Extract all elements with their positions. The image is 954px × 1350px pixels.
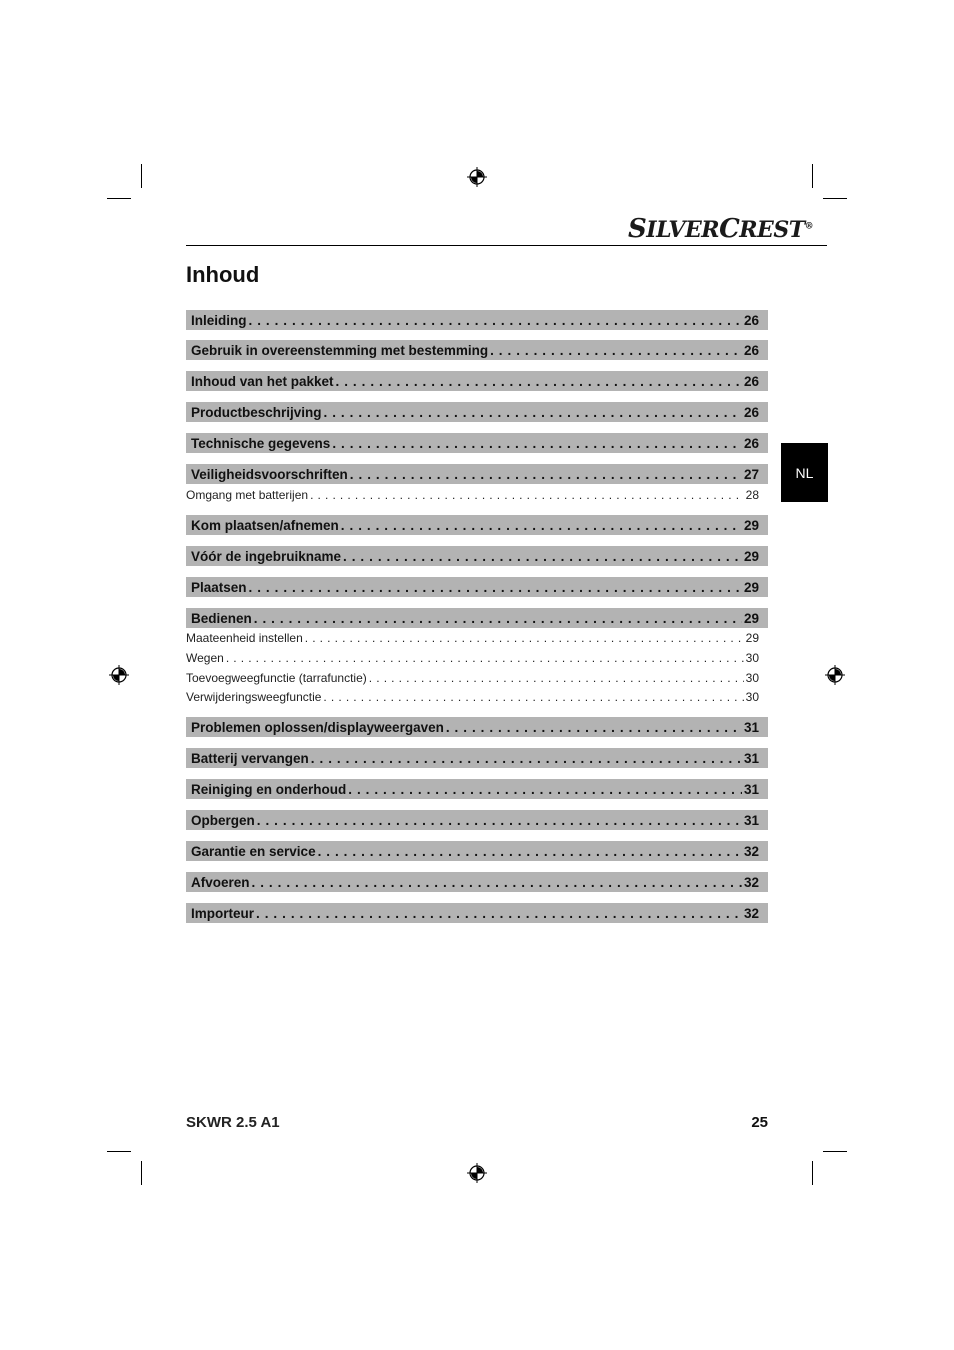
toc-entry[interactable] (186, 433, 768, 453)
footer-page-number: 25 (751, 1114, 768, 1131)
language-tab-label: NL (795, 464, 814, 481)
toc-dot-leader (249, 580, 742, 595)
crop-mark (823, 1151, 847, 1152)
toc-entry-page: 29 (743, 517, 759, 533)
toc-entry-label: Batterij vervangen (191, 750, 309, 766)
toc-entry[interactable] (186, 515, 768, 535)
toc-entry[interactable] (186, 717, 768, 737)
toc-dot-leader (257, 813, 742, 828)
registration-mark-icon (467, 167, 487, 187)
toc-entry-label: Opbergen (191, 812, 255, 828)
toc-entry-page: 29 (743, 610, 759, 626)
toc-entry[interactable] (186, 546, 768, 566)
toc-dot-leader (332, 436, 742, 451)
language-tab (781, 443, 828, 502)
toc-dot-leader (369, 671, 744, 685)
toc-dot-leader (305, 631, 744, 645)
toc-entry[interactable] (186, 748, 768, 768)
toc-entry-label: Verwijderingsweegfunctie (186, 690, 322, 704)
toc-entry-page: 32 (743, 843, 759, 859)
toc-dot-leader (256, 906, 742, 921)
toc-dot-leader (324, 405, 742, 420)
page-title: Inhoud (186, 262, 260, 287)
toc-entry-page: 29 (743, 548, 759, 564)
toc-dot-leader (350, 467, 742, 482)
toc-entry-label: Garantie en service (191, 843, 316, 859)
crop-mark (812, 1161, 813, 1185)
header-rule (186, 245, 827, 246)
toc-entry-page: 26 (743, 435, 759, 451)
toc-entry-page: 27 (743, 466, 759, 482)
toc-subentry[interactable] (186, 487, 768, 503)
toc-dot-leader (310, 488, 744, 502)
toc-entry-label: Technische gegevens (191, 435, 331, 451)
crop-mark (141, 164, 142, 188)
brand-logo: SILVERCREST® (628, 214, 814, 244)
toc-dot-leader (341, 518, 742, 533)
toc-dot-leader (226, 651, 744, 665)
toc-entry-page: 29 (745, 631, 759, 645)
toc-dot-leader (490, 343, 742, 358)
toc-entry-page: 26 (743, 404, 759, 420)
toc-entry[interactable] (186, 340, 768, 360)
toc-entry-page: 30 (745, 671, 759, 685)
toc-entry-page: 32 (743, 905, 759, 921)
toc-entry[interactable] (186, 577, 768, 597)
toc-entry-page: 31 (743, 812, 759, 828)
footer-model: SKWR 2.5 A1 (186, 1114, 280, 1131)
toc-dot-leader (254, 611, 742, 626)
toc-subentry[interactable] (186, 630, 768, 646)
toc-entry-label: Inhoud van het pakket (191, 373, 334, 389)
toc-entry-page: 26 (743, 373, 759, 389)
toc-dot-leader (348, 782, 742, 797)
toc-entry-page: 29 (743, 579, 759, 595)
toc-dot-leader (343, 549, 742, 564)
toc-entry-label: Vóór de ingebruikname (191, 548, 342, 564)
toc-entry-page: 28 (745, 488, 759, 502)
toc-entry-page: 30 (745, 690, 759, 704)
crop-mark (823, 198, 847, 199)
toc-entry-label: Problemen oplossen/displayweergaven (191, 719, 444, 735)
toc-dot-leader (323, 690, 743, 704)
registration-mark-icon (109, 665, 129, 685)
toc-entry-label: Gebruik in overeenstemming met bestemming (191, 342, 489, 358)
toc-entry[interactable] (186, 872, 768, 892)
toc-dot-leader (252, 875, 742, 890)
toc-entry[interactable] (186, 608, 768, 628)
toc-entry-label: Productbeschrijving (191, 404, 322, 420)
crop-mark (107, 198, 131, 199)
toc-entry[interactable] (186, 810, 768, 830)
toc-dot-leader (446, 720, 742, 735)
registration-mark-icon (467, 1163, 487, 1183)
toc-entry-label: Maateenheid instellen (186, 631, 303, 645)
toc-dot-leader (249, 313, 742, 328)
toc-dot-leader (311, 751, 742, 766)
crop-mark (141, 1161, 142, 1185)
toc-entry-label: Inleiding (191, 312, 247, 328)
toc-entry-page: 26 (743, 342, 759, 358)
toc-entry-label: Bedienen (191, 610, 252, 626)
toc-entry[interactable] (186, 402, 768, 422)
toc-entry-label: Toevoegweegfunctie (tarrafunctie) (186, 671, 367, 685)
toc-entry-label: Afvoeren (191, 874, 250, 890)
registration-mark-icon (825, 665, 845, 685)
toc-entry-page: 31 (743, 719, 759, 735)
toc-entry[interactable] (186, 464, 768, 484)
toc-entry-page: 26 (743, 312, 759, 328)
toc-entry-page: 30 (745, 651, 759, 665)
toc-entry-label: Plaatsen (191, 579, 247, 595)
toc-entry-label: Reiniging en onderhoud (191, 781, 347, 797)
crop-mark (812, 164, 813, 188)
toc-entry[interactable] (186, 841, 768, 861)
toc-entry[interactable] (186, 903, 768, 923)
toc-subentry[interactable] (186, 650, 768, 666)
toc-entry[interactable] (186, 371, 768, 391)
toc-entry-label: Kom plaatsen/afnemen (191, 517, 339, 533)
toc-entry[interactable] (186, 310, 768, 330)
toc-entry-page: 32 (743, 874, 759, 890)
toc-dot-leader (318, 844, 742, 859)
toc-subentry[interactable] (186, 670, 768, 686)
toc-subentry[interactable] (186, 689, 768, 705)
crop-mark (107, 1151, 131, 1152)
toc-entry-page: 31 (743, 781, 759, 797)
toc-dot-leader (336, 374, 742, 389)
toc-entry[interactable] (186, 779, 768, 799)
toc-entry-label: Omgang met batterijen (186, 488, 309, 502)
toc-entry-label: Importeur (191, 905, 255, 921)
toc-entry-label: Wegen (186, 651, 224, 665)
toc-entry-label: Veiligheidsvoorschriften (191, 466, 348, 482)
toc-entry-page: 31 (743, 750, 759, 766)
